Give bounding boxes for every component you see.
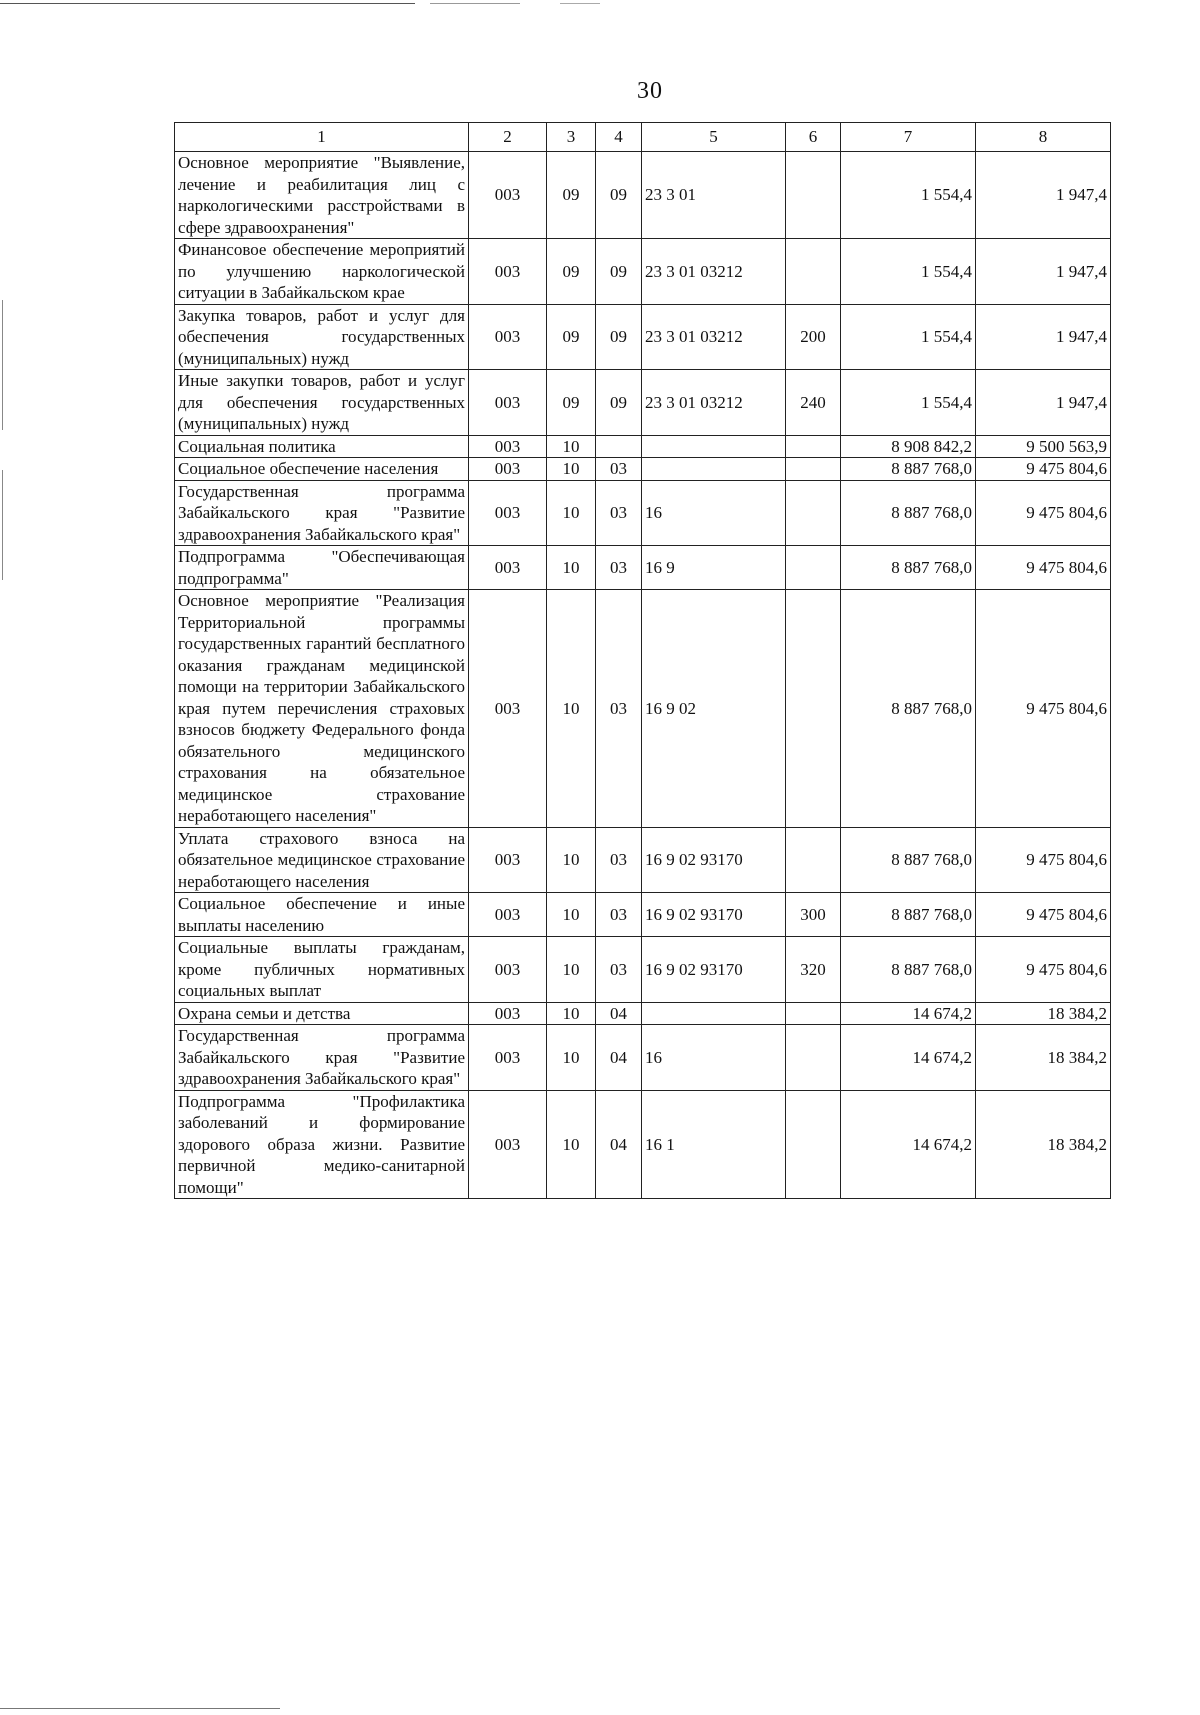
admin-code-cell: 003 bbox=[469, 1002, 547, 1025]
expense-type-cell bbox=[786, 480, 841, 546]
subsection-cell: 03 bbox=[596, 893, 642, 937]
expense-type-cell: 320 bbox=[786, 937, 841, 1003]
expense-type-cell bbox=[786, 1002, 841, 1025]
amount-col8-cell: 1 947,4 bbox=[976, 304, 1111, 370]
amount-col7-cell: 1 554,4 bbox=[841, 304, 976, 370]
table-row bbox=[175, 546, 1111, 590]
target-article-cell: 16 9 02 93170 bbox=[642, 893, 786, 937]
target-article-cell: 23 3 01 03212 bbox=[642, 370, 786, 436]
subsection-cell: 09 bbox=[596, 370, 642, 436]
amount-col8-cell: 18 384,2 bbox=[976, 1025, 1111, 1091]
row-name-cell: Подпрограмма "Обеспечивающая подпрограмма" bbox=[175, 546, 469, 590]
amount-col7-cell: 8 887 768,0 bbox=[841, 458, 976, 481]
section-cell: 10 bbox=[547, 480, 596, 546]
amount-col7-cell: 14 674,2 bbox=[841, 1090, 976, 1199]
table-header bbox=[175, 123, 1111, 152]
target-article-cell: 23 3 01 03212 bbox=[642, 304, 786, 370]
amount-col8-cell: 9 475 804,6 bbox=[976, 480, 1111, 546]
scan-edge-bottom bbox=[0, 1708, 280, 1709]
row-name-cell: Социальные выплаты гражданам, кроме публичных нормативных социальных выплат bbox=[175, 937, 469, 1003]
table-row bbox=[175, 239, 1111, 305]
subsection-cell: 03 bbox=[596, 590, 642, 828]
column-header: 1 bbox=[175, 123, 469, 152]
target-article-cell: 23 3 01 bbox=[642, 152, 786, 239]
row-name-cell: Охрана семьи и детства bbox=[175, 1002, 469, 1025]
column-header: 7 bbox=[841, 123, 976, 152]
expense-type-cell bbox=[786, 458, 841, 481]
target-article-cell: 16 9 bbox=[642, 546, 786, 590]
scan-edge-top bbox=[430, 3, 520, 4]
subsection-cell bbox=[596, 435, 642, 458]
expense-type-cell bbox=[786, 435, 841, 458]
admin-code-cell: 003 bbox=[469, 590, 547, 828]
subsection-cell: 03 bbox=[596, 546, 642, 590]
row-name-cell: Основное мероприятие "Реализация Территориальной программы государственных гарантий бесплатного оказания гражданам медицинской помощи на территории Забайкальского края путем перечисления страховых взносов бюджету Федерального фонда обязательного медицинского страхования на обязательное медицинское страхование неработающего населения" bbox=[175, 590, 469, 828]
section-cell: 10 bbox=[547, 893, 596, 937]
amount-col7-cell: 14 674,2 bbox=[841, 1002, 976, 1025]
table-row bbox=[175, 590, 1111, 828]
row-name-cell: Подпрограмма "Профилактика заболеваний и формирование здорового образа жизни. Развитие первичной медико-санитарной помощи" bbox=[175, 1090, 469, 1199]
amount-col7-cell: 8 887 768,0 bbox=[841, 480, 976, 546]
amount-col7-cell: 8 908 842,2 bbox=[841, 435, 976, 458]
section-cell: 10 bbox=[547, 827, 596, 893]
amount-col7-cell: 8 887 768,0 bbox=[841, 937, 976, 1003]
amount-col8-cell: 18 384,2 bbox=[976, 1090, 1111, 1199]
section-cell: 09 bbox=[547, 239, 596, 305]
table-body bbox=[175, 152, 1111, 1199]
subsection-cell: 03 bbox=[596, 937, 642, 1003]
target-article-cell bbox=[642, 458, 786, 481]
amount-col8-cell: 18 384,2 bbox=[976, 1002, 1111, 1025]
target-article-cell bbox=[642, 1002, 786, 1025]
admin-code-cell: 003 bbox=[469, 458, 547, 481]
admin-code-cell: 003 bbox=[469, 480, 547, 546]
admin-code-cell: 003 bbox=[469, 1025, 547, 1091]
row-name-cell: Государственная программа Забайкальского края "Развитие здравоохранения Забайкальского края" bbox=[175, 480, 469, 546]
section-cell: 10 bbox=[547, 937, 596, 1003]
expense-type-cell bbox=[786, 152, 841, 239]
admin-code-cell: 003 bbox=[469, 546, 547, 590]
column-header: 4 bbox=[596, 123, 642, 152]
section-cell: 10 bbox=[547, 1002, 596, 1025]
target-article-cell: 16 9 02 bbox=[642, 590, 786, 828]
table-row bbox=[175, 480, 1111, 546]
row-name-cell: Уплата страхового взноса на обязательное медицинское страхование неработающего населения bbox=[175, 827, 469, 893]
amount-col8-cell: 9 475 804,6 bbox=[976, 590, 1111, 828]
row-name-cell: Социальная политика bbox=[175, 435, 469, 458]
subsection-cell: 03 bbox=[596, 458, 642, 481]
admin-code-cell: 003 bbox=[469, 370, 547, 436]
expense-type-cell: 240 bbox=[786, 370, 841, 436]
budget-table bbox=[174, 122, 1111, 1199]
column-header: 8 bbox=[976, 123, 1111, 152]
amount-col7-cell: 14 674,2 bbox=[841, 1025, 976, 1091]
amount-col8-cell: 9 500 563,9 bbox=[976, 435, 1111, 458]
table-row bbox=[175, 435, 1111, 458]
table-row bbox=[175, 370, 1111, 436]
target-article-cell: 16 9 02 93170 bbox=[642, 827, 786, 893]
subsection-cell: 04 bbox=[596, 1025, 642, 1091]
section-cell: 09 bbox=[547, 370, 596, 436]
page-number: 30 bbox=[637, 78, 663, 104]
target-article-cell: 23 3 01 03212 bbox=[642, 239, 786, 305]
admin-code-cell: 003 bbox=[469, 1090, 547, 1199]
row-name-cell: Иные закупки товаров, работ и услуг для обеспечения государственных (муниципальных) нужд bbox=[175, 370, 469, 436]
expense-type-cell bbox=[786, 239, 841, 305]
amount-col8-cell: 1 947,4 bbox=[976, 370, 1111, 436]
expense-type-cell bbox=[786, 827, 841, 893]
scan-edge-left bbox=[2, 470, 3, 580]
expense-type-cell: 200 bbox=[786, 304, 841, 370]
table-row bbox=[175, 1025, 1111, 1091]
subsection-cell: 09 bbox=[596, 152, 642, 239]
row-name-cell: Закупка товаров, работ и услуг для обеспечения государственных (муниципальных) нужд bbox=[175, 304, 469, 370]
column-header: 3 bbox=[547, 123, 596, 152]
table-row bbox=[175, 893, 1111, 937]
header-row bbox=[175, 123, 1111, 152]
admin-code-cell: 003 bbox=[469, 304, 547, 370]
section-cell: 10 bbox=[547, 1025, 596, 1091]
row-name-cell: Социальное обеспечение населения bbox=[175, 458, 469, 481]
section-cell: 10 bbox=[547, 546, 596, 590]
admin-code-cell: 003 bbox=[469, 239, 547, 305]
table-row bbox=[175, 827, 1111, 893]
amount-col8-cell: 9 475 804,6 bbox=[976, 546, 1111, 590]
admin-code-cell: 003 bbox=[469, 893, 547, 937]
subsection-cell: 03 bbox=[596, 827, 642, 893]
table-row bbox=[175, 304, 1111, 370]
admin-code-cell: 003 bbox=[469, 435, 547, 458]
target-article-cell: 16 bbox=[642, 480, 786, 546]
expense-type-cell: 300 bbox=[786, 893, 841, 937]
scan-edge-top bbox=[0, 3, 415, 4]
amount-col7-cell: 8 887 768,0 bbox=[841, 590, 976, 828]
admin-code-cell: 003 bbox=[469, 937, 547, 1003]
row-name-cell: Государственная программа Забайкальского края "Развитие здравоохранения Забайкальского края" bbox=[175, 1025, 469, 1091]
amount-col8-cell: 1 947,4 bbox=[976, 239, 1111, 305]
amount-col7-cell: 1 554,4 bbox=[841, 152, 976, 239]
row-name-cell: Социальное обеспечение и иные выплаты населению bbox=[175, 893, 469, 937]
target-article-cell: 16 bbox=[642, 1025, 786, 1091]
subsection-cell: 04 bbox=[596, 1090, 642, 1199]
subsection-cell: 09 bbox=[596, 239, 642, 305]
table-row bbox=[175, 458, 1111, 481]
subsection-cell: 03 bbox=[596, 480, 642, 546]
scan-edge-left bbox=[2, 300, 3, 430]
table-row bbox=[175, 1090, 1111, 1199]
subsection-cell: 04 bbox=[596, 1002, 642, 1025]
expense-type-cell bbox=[786, 1025, 841, 1091]
row-name-cell: Основное мероприятие "Выявление, лечение и реабилитация лиц с наркологическими расстройствами в сфере здравоохранения" bbox=[175, 152, 469, 239]
amount-col8-cell: 9 475 804,6 bbox=[976, 893, 1111, 937]
admin-code-cell: 003 bbox=[469, 827, 547, 893]
amount-col7-cell: 1 554,4 bbox=[841, 239, 976, 305]
table-row bbox=[175, 937, 1111, 1003]
section-cell: 10 bbox=[547, 1090, 596, 1199]
amount-col8-cell: 1 947,4 bbox=[976, 152, 1111, 239]
table-row bbox=[175, 1002, 1111, 1025]
amount-col8-cell: 9 475 804,6 bbox=[976, 937, 1111, 1003]
amount-col8-cell: 9 475 804,6 bbox=[976, 827, 1111, 893]
admin-code-cell: 003 bbox=[469, 152, 547, 239]
table-row bbox=[175, 152, 1111, 239]
section-cell: 09 bbox=[547, 152, 596, 239]
target-article-cell bbox=[642, 435, 786, 458]
scan-edge-top bbox=[560, 3, 600, 4]
target-article-cell: 16 1 bbox=[642, 1090, 786, 1199]
column-header: 6 bbox=[786, 123, 841, 152]
amount-col7-cell: 1 554,4 bbox=[841, 370, 976, 436]
amount-col7-cell: 8 887 768,0 bbox=[841, 546, 976, 590]
target-article-cell: 16 9 02 93170 bbox=[642, 937, 786, 1003]
subsection-cell: 09 bbox=[596, 304, 642, 370]
expense-type-cell bbox=[786, 1090, 841, 1199]
section-cell: 10 bbox=[547, 435, 596, 458]
expense-type-cell bbox=[786, 546, 841, 590]
row-name-cell: Финансовое обеспечение мероприятий по улучшению наркологической ситуации в Забайкальском крае bbox=[175, 239, 469, 305]
section-cell: 09 bbox=[547, 304, 596, 370]
section-cell: 10 bbox=[547, 590, 596, 828]
amount-col7-cell: 8 887 768,0 bbox=[841, 827, 976, 893]
column-header: 5 bbox=[642, 123, 786, 152]
amount-col7-cell: 8 887 768,0 bbox=[841, 893, 976, 937]
column-header: 2 bbox=[469, 123, 547, 152]
section-cell: 10 bbox=[547, 458, 596, 481]
expense-type-cell bbox=[786, 590, 841, 828]
amount-col8-cell: 9 475 804,6 bbox=[976, 458, 1111, 481]
